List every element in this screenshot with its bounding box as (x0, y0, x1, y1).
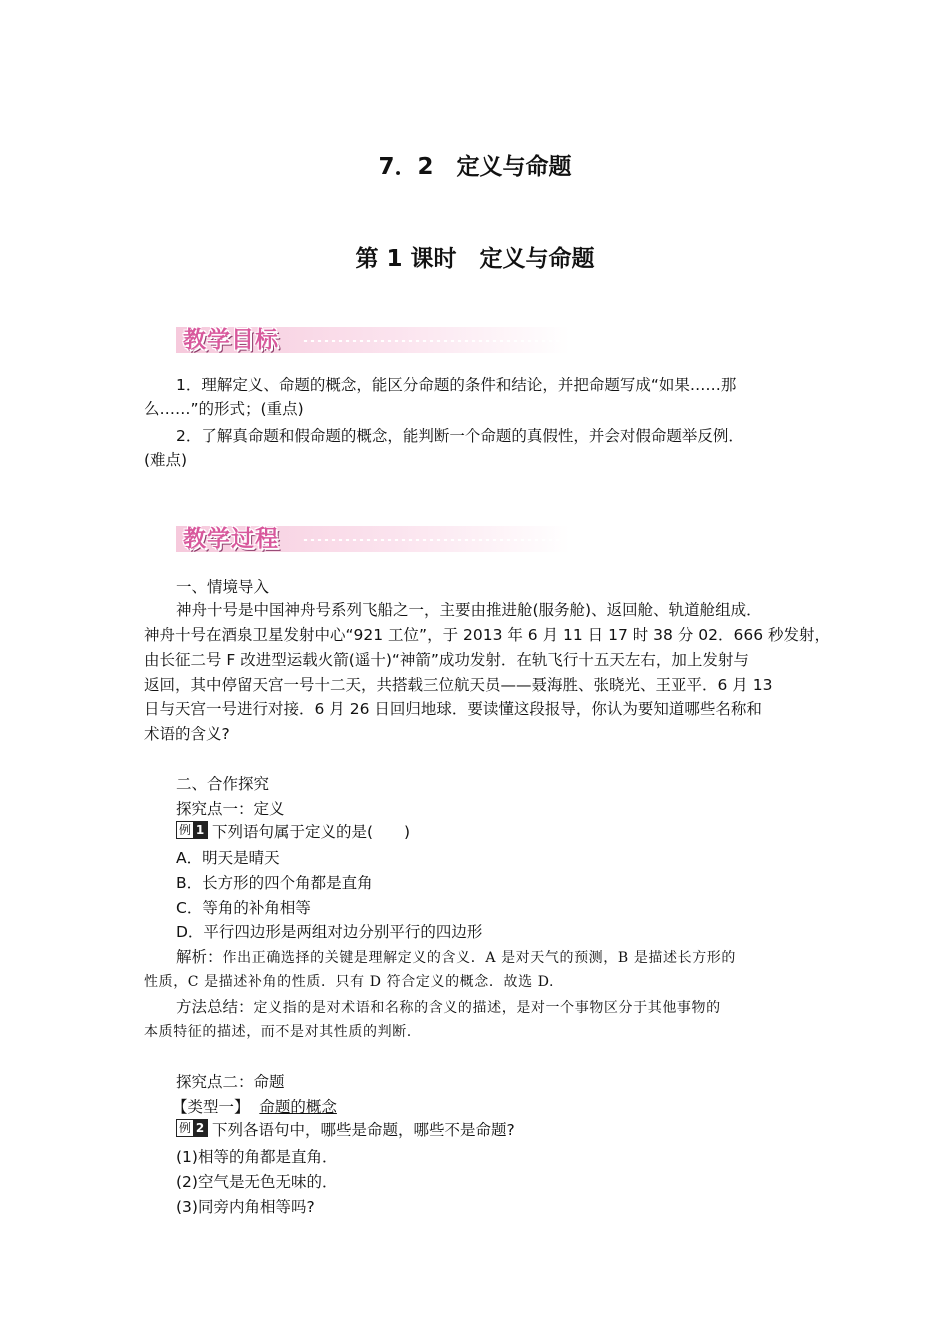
intro-heading: 一、情境导入 (176, 578, 270, 596)
intro-line: 由长征二号 F 改进型运载火箭(遥十)“神箭”成功发射．在轨飞行十五天左右，加上发射与 (144, 651, 749, 669)
intro-line: 神舟十号在酒泉卫星发射中心“921 工位”，于 2013 年 6 月 11 日 17 时 38 分 02．666 秒发射， (144, 626, 830, 644)
intro-line: 返回，其中停留天宫一号十二天，共搭载三位航天员——聂海胜、张晓光、王亚平．6 月 13 (144, 676, 773, 694)
option-d: D．平行四边形是两组对边分别平行的四边形 (176, 923, 483, 941)
intro-line: 神舟十号是中国神舟号系列飞船之一，主要由推进舱(服务舱)、返回舱、轨道舱组成． (176, 601, 762, 619)
type-1-name: 命题的概念 (259, 1098, 337, 1116)
analysis-line: 解析：作出正确选择的关键是理解定义的含义．A 是对天气的预测，B 是描述长方形的 (176, 948, 737, 966)
objective-line: 1．理解定义、命题的概念，能区分命题的条件和结论，并把命题写成“如果……那 (176, 376, 737, 394)
process-label: 教学过程 (183, 526, 279, 552)
option-a: A．明天是晴天 (176, 849, 280, 867)
type-1-heading (172, 1095, 804, 1119)
objective-line: 么……”的形式；(重点) (144, 400, 304, 418)
example-2-item: (2)空气是无色无味的． (176, 1173, 338, 1191)
example-2-item: (1)相等的角都是直角． (176, 1148, 338, 1166)
doc-title: 7．2 定义与命题 (378, 154, 572, 180)
option-b: B．长方形的四个角都是直角 (176, 874, 373, 892)
type-1-label: 【类型一】 (172, 1098, 250, 1116)
objectives-banner (176, 327, 570, 353)
objectives-label: 教学目标 (183, 327, 279, 353)
summary-line: 方法总结：定义指的是对术语和名称的含义的描述，是对一个事物区分于其他事物的 (176, 998, 721, 1016)
doc-subtitle: 第 1 课时 定义与命题 (355, 246, 595, 272)
example-2-question: 例 2 下列各语句中，哪些是命题，哪些不是命题? (176, 1118, 808, 1142)
analysis-label: 解析： (176, 948, 223, 966)
example-1-question: 例 1 下列语句属于定义的是( ) (176, 820, 808, 844)
objective-line: (难点) (144, 451, 188, 469)
analysis-line: 性质，C 是描述补角的性质．只有 D 符合定义的概念．故选 D. (144, 974, 555, 990)
explore-point-1: 探究点一：定义 (176, 800, 285, 818)
objective-line: 2．了解真命题和假命题的概念，能判断一个命题的真假性，并会对假命题举反例． (176, 427, 744, 445)
intro-line: 日与天宫一号进行对接．6 月 26 日回归地球．要读懂这段报导，你认为要知道哪些名称和 (144, 700, 762, 718)
example-badge: 例 1 (176, 821, 208, 839)
process-banner (176, 526, 570, 552)
summary-label: 方法总结： (176, 998, 254, 1016)
example-badge: 例 2 (176, 1119, 208, 1137)
example-2-item: (3)同旁内角相等吗? (176, 1198, 315, 1216)
explore-heading: 二、合作探究 (176, 775, 270, 793)
intro-line: 术语的含义? (144, 725, 230, 743)
explore-point-2: 探究点二：命题 (176, 1073, 285, 1091)
option-c: C．等角的补角相等 (176, 899, 311, 917)
summary-line: 本质特征的描述，而不是对其性质的判断. (144, 1024, 412, 1040)
